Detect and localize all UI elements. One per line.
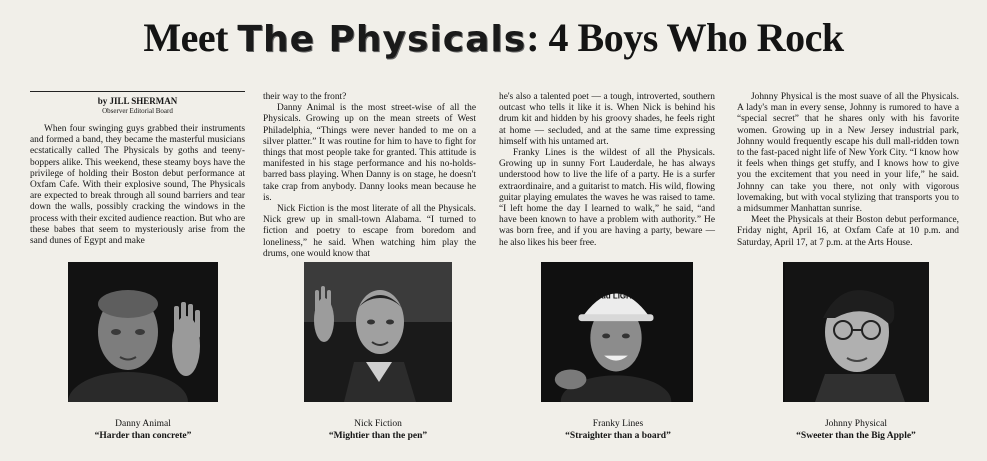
byline <box>30 91 245 116</box>
byline-author: by JILL SHERMAN <box>97 96 178 106</box>
portrait-image <box>304 262 452 402</box>
article-paragraph: Franky Lines is the wildest of all the Physicals. Growing up in sunny Fort Lauderdale, he has always understood how to live the life of a party. He is a surfer extraordinaire, and a guitarist to match. His wild, flowing guitar playing emulates the waves he was raised to tame. “I left home the day I learned to walk,” he said, “and have been known to have a problem with authority.” He was born free, and if you are having a party, beware — he also likes his beer free. <box>499 148 715 248</box>
caption-quote: “Straighter than a board” <box>565 431 671 441</box>
portrait-image <box>783 262 929 402</box>
headline-prefix: Meet <box>143 15 228 60</box>
caption-franky-lines <box>518 418 718 442</box>
article-paragraph: Nick Fiction is the most literate of all the Physicals. Nick grew up in small-town Alabama. “I turned to fiction and poetry to escape from boredom and loneliness,” he said. When watching him play the drums, one would know that <box>263 204 476 259</box>
photo-johnny-physical <box>783 262 929 402</box>
portrait-image <box>68 262 218 402</box>
portrait-image <box>541 262 691 402</box>
caption-nick-fiction <box>278 418 478 442</box>
cap-logo-text: Bud LIGHT <box>595 291 637 301</box>
caption-quote: “Harder than concrete” <box>94 431 192 441</box>
caption-johnny-physical <box>756 418 956 442</box>
article-column-4 <box>737 92 959 249</box>
article-paragraph: Johnny Physical is the most suave of all the Physicals. A lady's man in every sense, Johnny is rumored to have a “special secret” that he shares only with his favorite women. Growing up in a New Jersey industrial park, Johnny would frequently escape his dull mall-ridden town to the fast-paced night life of New York City. “I know how it feels when things get stuffy, and I knows how to give you the excitement that you need in your life,” he said. Johnny can take you there, not only with vigorous lovemaking, but with vocal stylizing that transports you to a midsummer Manhattan sunrise. <box>737 92 959 215</box>
caption-name: Franky Lines <box>592 419 644 429</box>
caption-name: Danny Animal <box>115 419 171 429</box>
photo-franky-lines <box>541 262 693 402</box>
article-column-2 <box>263 92 476 260</box>
article-column-3 <box>499 92 715 249</box>
article-paragraph: Danny Animal is the most street-wise of all the Physicals. Growing up on the mean streets of West Philadelphia, “Things were never handed to me on a silver platter.” It was routine for him to have to fight for things that most people take for granted. This attitude is manifested in his stage performance and his no-holds- barred bass playing. When Danny is on stage, he doesn't take crap from anybody. Danny looks mean because he is. <box>263 103 476 203</box>
byline-role: Observer Editorial Board <box>102 107 173 115</box>
article-column-1 <box>30 124 245 247</box>
article-paragraph: Meet the Physicals at their Boston debut performance, Friday night, April 16, at Oxfam Cafe at 10 p.m. and Saturday, April 17, at 7 p.m. at the Arts House. <box>737 215 959 248</box>
headline-band-name: The Physicals <box>237 19 527 60</box>
caption-danny-animal <box>43 418 243 442</box>
caption-name: Johnny Physical <box>824 419 887 429</box>
photo-nick-fiction <box>304 262 452 402</box>
article-paragraph: their way to the front? <box>263 92 347 102</box>
article-paragraph: he's also a talented poet — a tough, introverted, southern outcast who tells it like it is. When Nick is behind his drum kit and hidden by his groovy shades, he feels right at home — secluded, and at the same time expressing himself with his untamed art. <box>499 92 715 147</box>
headline <box>0 14 987 64</box>
caption-name: Nick Fiction <box>354 419 402 429</box>
article-paragraph: When four swinging guys grabbed their instruments and formed a band, they became the masterful musicians ecstatically called The Physicals by goths and teeny-boppers alike. This weekend, these steamy boys have the privilege of holding their Boston debut performance at Oxfam Cafe. With their explosive sound, The Physicals are expected to break through all sound barriers and tear down the walls, possibly cracking the windows in the process with their excited audience reaction. But who are these babes that seem to mysteriously arise from the sand dunes of Egypt and make <box>30 124 245 247</box>
caption-quote: “Sweeter than the Big Apple” <box>796 431 916 441</box>
caption-quote: “Mightier than the pen” <box>328 431 428 441</box>
photo-danny-animal <box>68 262 218 402</box>
headline-suffix: : 4 Boys Who Rock <box>526 15 844 60</box>
